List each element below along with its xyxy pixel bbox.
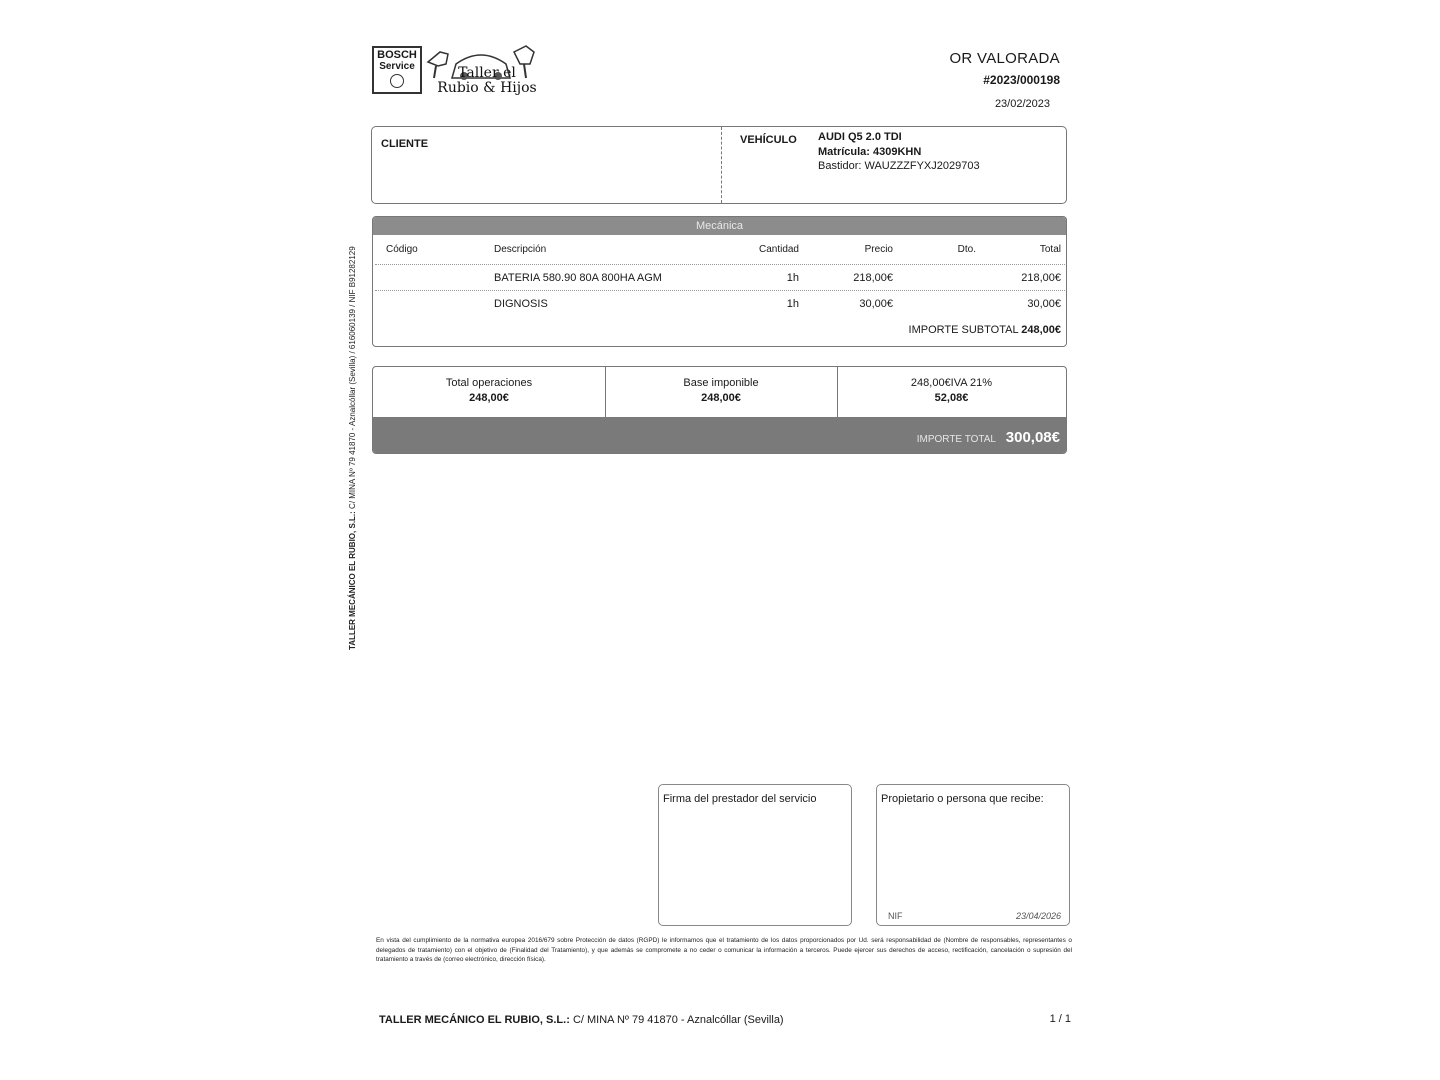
document-title: OR VALORADA: [949, 50, 1060, 67]
vehicle-chassis: Bastidor: WAUZZZFYXJ2029703: [818, 160, 980, 172]
bosch-brand-text: BOSCH: [377, 49, 417, 61]
row-separator: [375, 290, 1065, 291]
row-1-quantity: 1h: [786, 272, 799, 284]
row-separator: [375, 264, 1065, 265]
row-2-total: 30,00€: [1027, 298, 1061, 310]
provider-signature-box: [658, 784, 852, 926]
mechanics-table: [372, 216, 1067, 347]
page-number: 1 / 1: [1049, 1013, 1071, 1025]
footer-address: C/ MINA Nº 79 41870 - Aznalcóllar (Sevilla): [572, 1014, 784, 1026]
taxable-base-value: 248,00€: [701, 392, 741, 404]
row-2-description: DIGNOSIS: [494, 298, 548, 310]
total-operations-cell: [373, 367, 606, 417]
recipient-nif-label: NIF: [888, 911, 903, 921]
bosch-service-logo: [372, 46, 422, 94]
recipient-signature-label: Propietario o persona que recibe:: [881, 793, 1044, 805]
client-vehicle-box: [371, 126, 1067, 204]
recipient-stamp-date: 23/04/2026: [1015, 911, 1061, 921]
grand-total-band: [373, 417, 1066, 454]
row-2-quantity: 1h: [786, 298, 799, 310]
vehicle-label: VEHÍCULO: [740, 134, 797, 146]
recipient-signature-box: [876, 784, 1070, 926]
document-date: 23/02/2023: [994, 98, 1050, 110]
column-header-total: Total: [1039, 244, 1061, 255]
taxable-base-cell: [605, 367, 838, 417]
service-brand-text: Service: [379, 61, 415, 72]
section-title: Mecánica: [373, 217, 1066, 235]
workshop-name: [432, 66, 542, 96]
total-operations-value: 248,00€: [469, 392, 509, 404]
legal-notice: En vista del cumplimiento de la normativa europea 2016/679 sobre Protección de datos (RGPD) le informamos que el tratamiento de los datos proporcionados por Ud. será responsabilidad de (Nombre de responsables, representantes o delegados de tratamiento) con el objetivo de (Finalidad del Tratamiento), y que además se compromete a no ceder o comunicar la información a terceros. Puede ejercer sus derechos de acceso, rectificación, cancelación o supresión del tratamiento a través de (correo electrónico, dirección física).: [376, 937, 1072, 963]
footer-company: TALLER MECÁNICO EL RUBIO, S.L.:: [379, 1014, 570, 1026]
vehicle-plate: Matrícula: 4309KHN: [818, 146, 922, 158]
taxable-base-label: Base imponible: [683, 377, 759, 389]
side-company-info: [348, 246, 357, 650]
totals-box: [372, 366, 1067, 454]
vat-label: 248,00€IVA 21%: [910, 377, 993, 389]
side-company-details: C/ MINA Nº 79 41870 - Aznalcóllar (Sevilla) / 616060139 / NIF B91282129: [348, 246, 357, 509]
row-2-price: 30,00€: [859, 298, 893, 310]
row-1-description: BATERIA 580.90 80A 800HA AGM: [494, 272, 662, 284]
vat-value: 52,08€: [934, 392, 969, 404]
provider-signature-label: Firma del prestador del servicio: [663, 793, 817, 805]
bosch-armature-icon: [390, 74, 404, 88]
subtotal: [909, 324, 1061, 336]
info-divider: [721, 127, 722, 203]
client-label: CLIENTE: [381, 138, 429, 150]
column-header-code: Código: [386, 244, 418, 255]
column-header-description: Descripción: [494, 244, 547, 255]
total-operations-label: Total operaciones: [445, 377, 533, 389]
grand-total-value: 300,08€: [1005, 429, 1060, 446]
vehicle-model: AUDI Q5 2.0 TDI: [818, 131, 902, 143]
workshop-name-line1: Taller el: [458, 65, 516, 81]
side-company-name: TALLER MECÁNICO EL RUBIO, S.L.:: [348, 511, 357, 650]
document-number: #2023/000198: [983, 73, 1060, 87]
workshop-name-line2: Rubio & Hijos: [437, 80, 537, 96]
row-1-price: 218,00€: [853, 272, 893, 284]
footer: [379, 1014, 784, 1026]
subtotal-label: IMPORTE SUBTOTAL: [908, 324, 1019, 336]
column-header-discount: Dto.: [957, 244, 976, 255]
company-logo: [372, 42, 542, 102]
vat-cell: [837, 367, 1066, 417]
column-header-price: Precio: [864, 244, 893, 255]
row-1-total: 218,00€: [1021, 272, 1061, 284]
subtotal-value: 248,00€: [1021, 324, 1061, 336]
column-header-quantity: Cantidad: [758, 244, 799, 255]
grand-total-label: IMPORTE TOTAL: [916, 434, 996, 445]
